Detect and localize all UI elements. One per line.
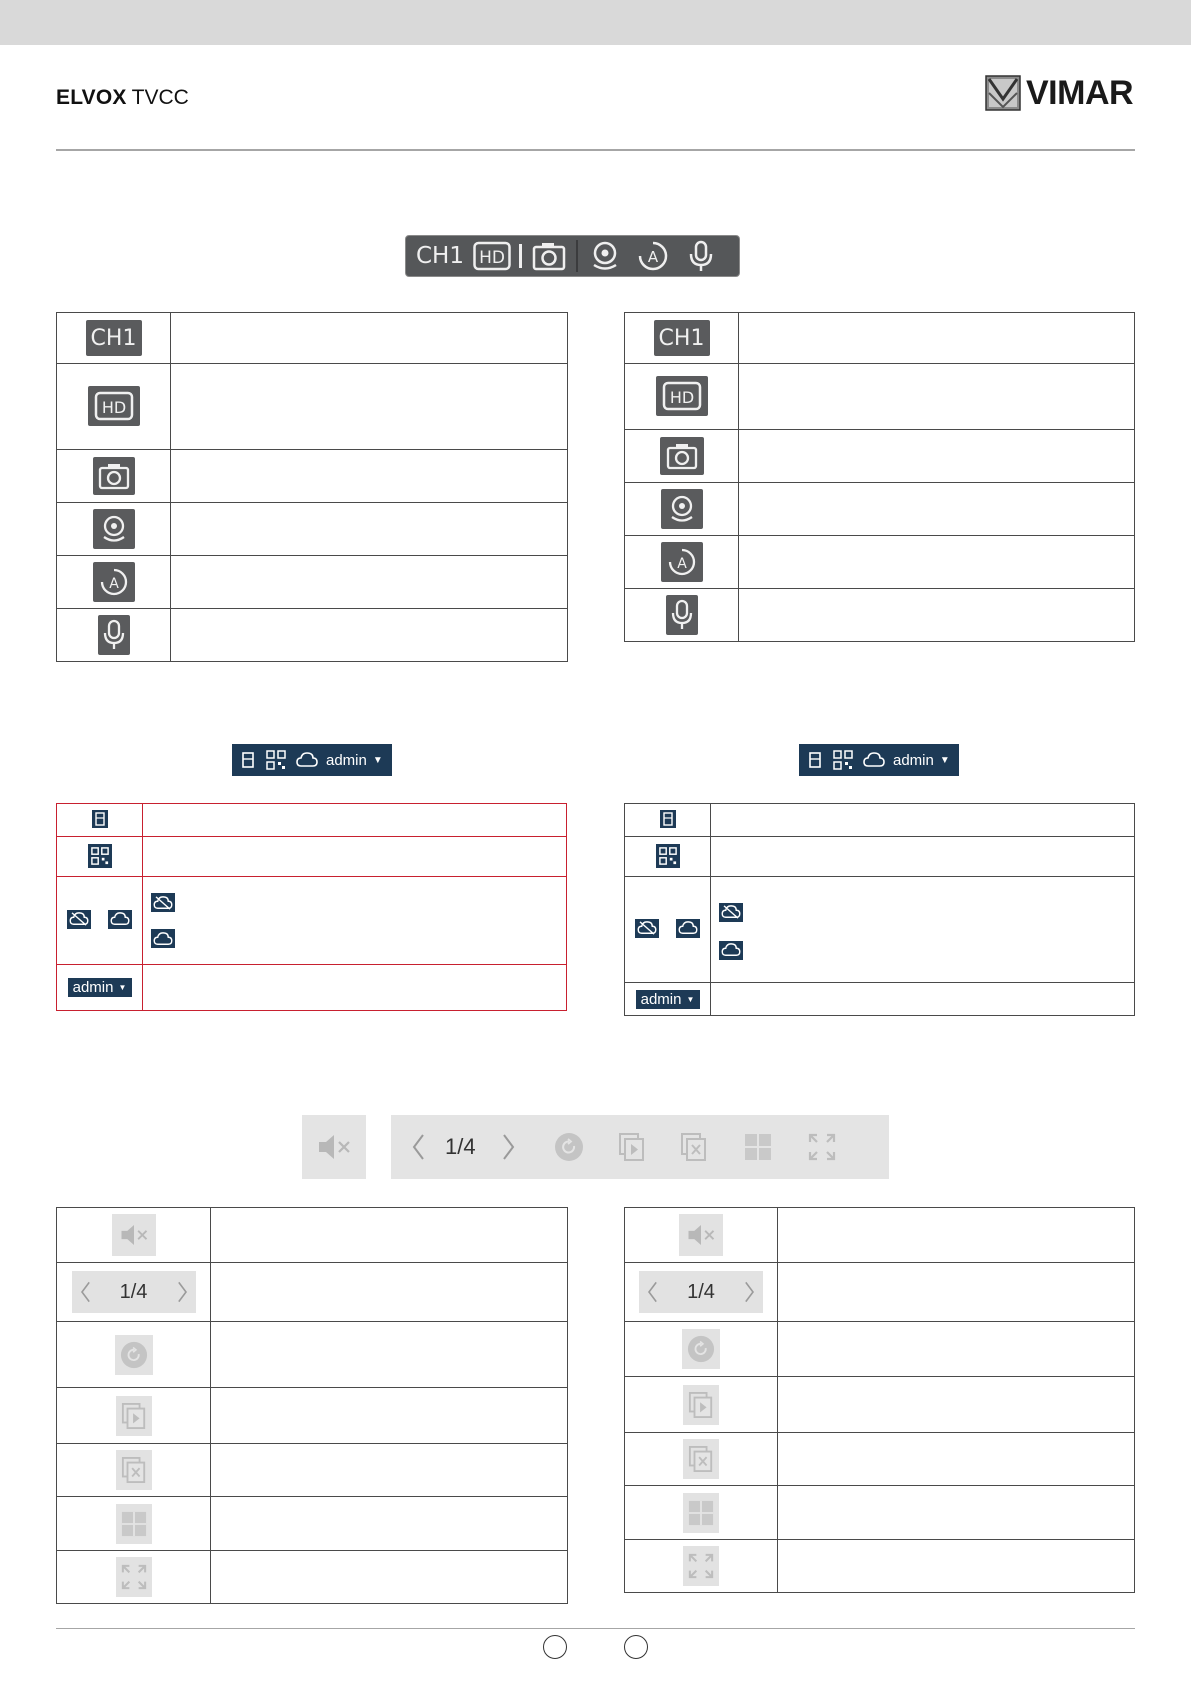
description-cell <box>739 536 1135 589</box>
icon-cell <box>625 1322 778 1377</box>
table-row <box>625 313 1135 364</box>
description-cell <box>211 1388 568 1444</box>
table-row <box>57 1388 568 1444</box>
top-band <box>0 0 1191 45</box>
brand-light: TVCC <box>131 86 189 109</box>
icon-cell <box>57 450 171 503</box>
table-row <box>57 877 567 965</box>
qr-code-icon[interactable] <box>266 750 286 770</box>
table-row <box>57 609 568 662</box>
mute-icon <box>316 1133 352 1161</box>
description-cell <box>171 364 568 450</box>
description-cell <box>211 1322 568 1388</box>
user-bar-right <box>799 744 959 776</box>
qr-code-icon <box>656 844 680 868</box>
cloud-online-icon <box>719 941 743 960</box>
page-indicator: 1/4 <box>445 1134 476 1159</box>
footer-rule <box>56 1628 1135 1629</box>
live-table-left <box>56 1207 568 1604</box>
description-cell <box>711 983 1135 1016</box>
layout-icon <box>116 1504 152 1544</box>
table-row <box>57 1497 568 1551</box>
refresh-icon <box>115 1335 153 1375</box>
icon-cell <box>625 1208 778 1263</box>
description-cell <box>778 1208 1135 1263</box>
icon-cell <box>625 313 739 364</box>
auto-focus-icon <box>661 542 703 582</box>
table-row <box>625 983 1135 1016</box>
icon-cell <box>57 609 171 662</box>
icon-cell <box>57 837 143 877</box>
camera-toolbar <box>405 235 740 277</box>
table-row <box>625 1377 1135 1433</box>
description-cell <box>711 877 1135 983</box>
icon-cell <box>57 965 143 1011</box>
table-row <box>625 1322 1135 1377</box>
table-row <box>57 1322 568 1388</box>
hd-text: HD <box>669 388 694 407</box>
icon-cell <box>57 1497 211 1551</box>
refresh-icon[interactable] <box>554 1132 584 1162</box>
icon-cell <box>625 364 739 430</box>
icon-cell <box>625 804 711 837</box>
icon-cell <box>625 1540 778 1593</box>
description-cell <box>143 965 567 1011</box>
icon-cell <box>57 877 143 965</box>
table-row <box>57 1551 568 1604</box>
hd-icon <box>656 376 708 416</box>
user-label[interactable]: admin <box>326 751 367 769</box>
table-row <box>57 1208 568 1263</box>
cloud-icon[interactable] <box>863 752 885 768</box>
table-row <box>625 536 1135 589</box>
table-row <box>57 965 567 1011</box>
logo-text: VIMAR <box>1026 74 1134 112</box>
description-cell <box>171 450 568 503</box>
lock-icon[interactable] <box>807 751 823 769</box>
description-cell <box>171 503 568 556</box>
description-cell <box>778 1540 1135 1593</box>
play-all-icon <box>116 1396 152 1436</box>
description-cell <box>211 1444 568 1497</box>
description-cell <box>143 877 567 965</box>
caret-down-icon[interactable]: ▼ <box>372 754 383 766</box>
play-all-icon <box>683 1385 719 1425</box>
description-cell <box>711 804 1135 837</box>
next-page-icon <box>174 1278 190 1306</box>
admin-dropdown: admin ▼ <box>68 978 132 997</box>
table-row <box>57 313 568 364</box>
table-row <box>625 1433 1135 1486</box>
description-cell <box>778 1486 1135 1540</box>
description-cell <box>171 313 568 364</box>
prev-page-icon <box>78 1278 94 1306</box>
close-all-icon <box>683 1439 719 1479</box>
icon-cell <box>57 313 171 364</box>
table-row <box>57 804 567 837</box>
icon-cell <box>625 1486 778 1540</box>
svg-text:A: A <box>676 556 687 572</box>
language-marker-circle <box>543 1635 567 1659</box>
icon-cell <box>57 556 171 609</box>
icon-cell <box>625 837 711 877</box>
description-cell <box>143 804 567 837</box>
table-row <box>625 837 1135 877</box>
svg-text:HD: HD <box>479 248 505 268</box>
brand-title <box>56 86 189 110</box>
icon-cell <box>625 430 739 483</box>
description-cell <box>778 1377 1135 1433</box>
description-cell <box>739 589 1135 642</box>
description-cell <box>778 1322 1135 1377</box>
microphone-icon <box>98 615 130 655</box>
table-row <box>57 837 567 877</box>
cloud-online-icon <box>108 910 132 929</box>
live-view-bar <box>391 1115 889 1179</box>
icon-cell <box>57 503 171 556</box>
hd-text: HD <box>101 398 126 417</box>
icon-cell <box>57 364 171 450</box>
table-row <box>57 364 568 450</box>
svg-text:A: A <box>647 248 659 266</box>
qr-code-icon[interactable] <box>833 750 853 770</box>
icon-cell <box>625 536 739 589</box>
microphone-icon[interactable] <box>678 240 724 272</box>
icon-cell <box>57 1551 211 1604</box>
live-table-right <box>624 1207 1135 1593</box>
fullscreen-icon <box>683 1546 719 1586</box>
vimar-logo <box>985 74 1135 112</box>
close-all-icon[interactable] <box>680 1132 708 1162</box>
divider <box>514 244 526 268</box>
hd-icon[interactable] <box>470 241 514 271</box>
description-cell <box>211 1551 568 1604</box>
description-cell <box>739 313 1135 364</box>
lock-icon <box>660 810 676 828</box>
fullscreen-icon <box>116 1557 152 1597</box>
icon-cell <box>625 1377 778 1433</box>
icon-cell <box>625 1263 778 1322</box>
description-cell <box>211 1263 568 1322</box>
layout-icon[interactable] <box>744 1133 772 1161</box>
channel-label: CH1 <box>416 243 464 269</box>
mute-icon <box>679 1214 723 1256</box>
lock-icon[interactable] <box>240 751 256 769</box>
brand-bold: ELVOX <box>56 86 127 109</box>
refresh-icon <box>682 1329 720 1369</box>
snapshot-icon[interactable] <box>526 241 572 271</box>
icon-cell <box>57 804 143 837</box>
table-row <box>625 483 1135 536</box>
close-all-icon <box>116 1450 152 1490</box>
cloud-offline-icon <box>635 919 659 938</box>
record-icon <box>661 489 703 529</box>
description-cell <box>171 609 568 662</box>
table-row <box>625 1208 1135 1263</box>
user-bar-left <box>232 744 392 776</box>
lock-icon <box>92 810 108 828</box>
cloud-offline-icon <box>719 903 743 922</box>
table-row <box>625 1540 1135 1593</box>
record-icon[interactable] <box>582 241 628 271</box>
layout-icon <box>683 1493 719 1533</box>
record-icon <box>93 509 135 549</box>
table-row <box>57 450 568 503</box>
camera-table-left <box>56 312 568 662</box>
table-row <box>625 589 1135 642</box>
description-cell <box>739 364 1135 430</box>
auto-focus-icon <box>93 562 135 602</box>
next-page-icon[interactable] <box>498 1132 518 1162</box>
user-table-right <box>624 803 1135 1016</box>
mute-icon <box>112 1214 156 1256</box>
icon-cell <box>57 1322 211 1388</box>
table-row <box>57 503 568 556</box>
microphone-icon <box>666 595 698 635</box>
description-cell <box>778 1433 1135 1486</box>
auto-focus-icon[interactable] <box>628 240 678 272</box>
table-row <box>57 1263 568 1322</box>
table-row <box>625 804 1135 837</box>
icon-cell <box>57 1263 211 1322</box>
page-navigator: 1/4 <box>639 1271 763 1313</box>
table-row <box>57 556 568 609</box>
caret-down-icon[interactable]: ▼ <box>939 754 950 766</box>
icon-cell <box>625 983 711 1016</box>
admin-dropdown: admin ▼ <box>636 990 700 1009</box>
table-row <box>57 1444 568 1497</box>
cloud-online-icon <box>151 929 175 948</box>
prev-page-icon <box>645 1278 661 1306</box>
snapshot-icon <box>93 457 135 495</box>
description-cell <box>778 1263 1135 1322</box>
fullscreen-icon[interactable] <box>808 1133 836 1161</box>
cloud-icon[interactable] <box>296 752 318 768</box>
description-cell <box>211 1497 568 1551</box>
cloud-online-icon <box>676 919 700 938</box>
description-cell <box>211 1208 568 1263</box>
play-all-icon[interactable] <box>618 1132 646 1162</box>
svg-text:A: A <box>108 576 119 592</box>
user-table-left <box>56 803 567 1011</box>
description-cell <box>143 837 567 877</box>
channel-label: CH1 <box>86 320 142 356</box>
description-cell <box>739 483 1135 536</box>
page-navigator: 1/4 <box>72 1271 196 1313</box>
description-cell <box>711 837 1135 877</box>
user-label[interactable]: admin <box>893 751 934 769</box>
language-marker-circle <box>624 1635 648 1659</box>
channel-label: CH1 <box>654 320 710 356</box>
cloud-offline-icon <box>151 893 175 912</box>
table-row <box>625 877 1135 983</box>
table-row <box>625 430 1135 483</box>
next-page-icon <box>741 1278 757 1306</box>
hd-icon <box>88 386 140 426</box>
description-cell <box>739 430 1135 483</box>
snapshot-icon <box>660 437 704 475</box>
vimar-logo-mark-icon <box>985 75 1021 111</box>
qr-code-icon <box>88 844 112 868</box>
icon-cell <box>625 589 739 642</box>
header-rule <box>56 149 1135 151</box>
cloud-offline-icon <box>67 910 91 929</box>
camera-table-right <box>624 312 1135 642</box>
table-row <box>625 1486 1135 1540</box>
divider <box>572 240 582 272</box>
icon-cell <box>57 1388 211 1444</box>
table-row <box>625 364 1135 430</box>
prev-page-icon[interactable] <box>409 1132 429 1162</box>
icon-cell <box>625 483 739 536</box>
mute-button[interactable] <box>302 1115 366 1179</box>
icon-cell <box>625 877 711 983</box>
icon-cell <box>625 1433 778 1486</box>
icon-cell <box>57 1208 211 1263</box>
description-cell <box>171 556 568 609</box>
icon-cell <box>57 1444 211 1497</box>
table-row <box>625 1263 1135 1322</box>
